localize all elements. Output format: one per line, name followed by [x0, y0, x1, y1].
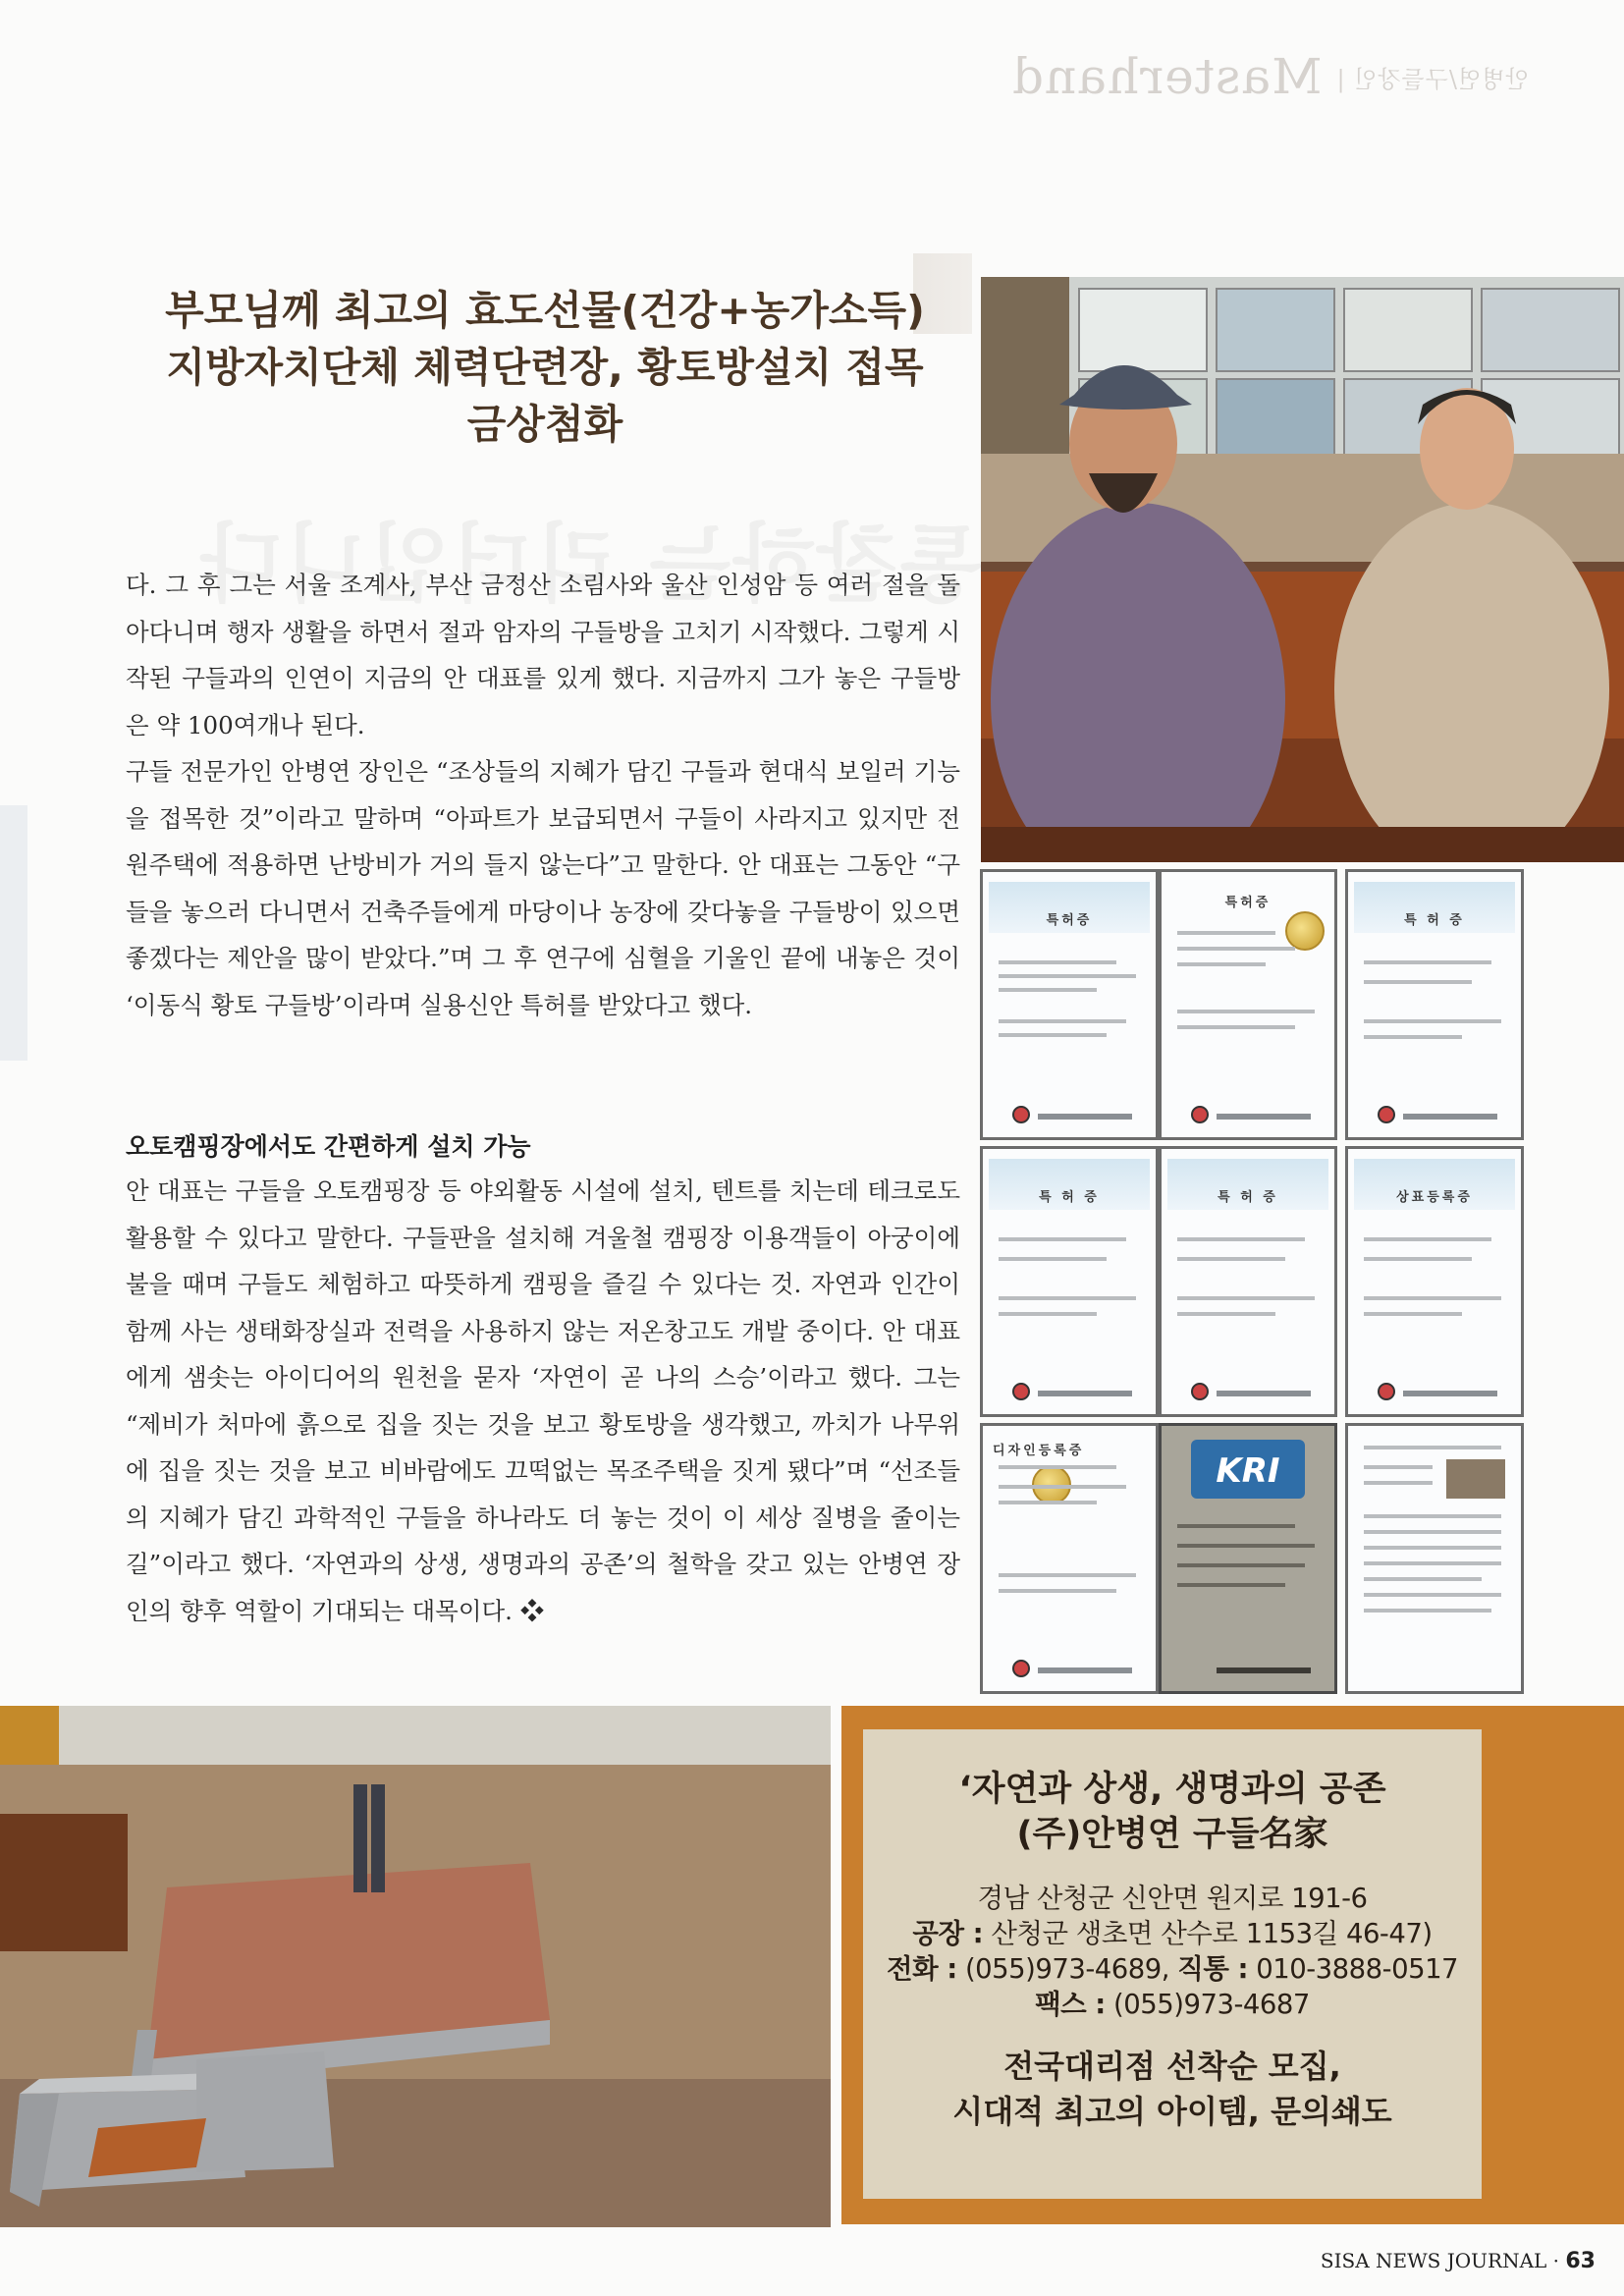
- ad-direct-number: 010-3888-0517: [1256, 1953, 1459, 1985]
- ad-direct-label: 직통 :: [1177, 1953, 1248, 1985]
- footer-magazine-name: SISA NEWS JOURNAL ·: [1320, 2249, 1560, 2272]
- portrait-photo: [981, 277, 1624, 862]
- ad-fax-number: (055)973-4687: [1113, 1989, 1310, 2020]
- construction-photo-illustration: [0, 1706, 831, 2227]
- headline: [128, 282, 962, 453]
- certificate-title: 상표등록증: [1396, 1190, 1473, 1205]
- ad-phone-number: (055)973-4689,: [964, 1953, 1170, 1985]
- certificate-title: 특 허 증: [1404, 913, 1465, 928]
- running-header: [1011, 47, 1591, 106]
- ad-fax-line: [887, 1987, 1458, 2022]
- ad-panel: [863, 1729, 1482, 2199]
- page-number: 63: [1565, 2249, 1596, 2273]
- company-ad-box: [841, 1706, 1624, 2224]
- paragraph: 구들 전문가인 안병연 장인은 “조상들의 지혜가 담긴 구들과 현대식 보일러 기능을 접목한 것”이라고 말하며 “아파트가 보급되면서 구들이 사라지고 있지만 전원주택에 적용하면 난방비가 거의 들지 않는다”고 말한다. 안 대표는 그동안 “구들을 놓으러 다니면서 건축주들에게 마당이나 농장에 갖다놓을 구들방이 있으면 좋겠다는 제안을 많이 받았다.”며 그 후 연구에 심혈을 기울인 끝에 내놓은 것이 ‘이동식 황토 구들방’이라며 실용신안 특허를 받았다고 했다.: [126, 757, 960, 1019]
- certificate-title: 특허증: [1046, 913, 1093, 928]
- ad-factory-line: [887, 1916, 1458, 1951]
- certificate-title: 특허증: [1224, 896, 1272, 910]
- ad-factory-label: 공장 :: [912, 1918, 984, 1949]
- paragraph: 다. 그 후 그는 서울 조계사, 부산 금정산 소림사와 울산 인성암 등 여러 절을 돌아다니며 행자 생활을 하면서 절과 암자의 구들방을 고치기 시작했다. 그렇게 시작된 구들과의 인연이 지금의 안 대표를 있게 했다. 지금까지 그가 놓은 구들방은 약 100여개나 된다.: [126, 571, 960, 739]
- headline-line-2: 지방자치단체 체력단련장, 황토방설치 접목: [166, 344, 924, 391]
- header-subtitle: 안병연/구들장인 |: [1335, 65, 1529, 93]
- certificate-2: [1159, 869, 1337, 1140]
- certificate-9: [1345, 1423, 1524, 1694]
- certificate-1: [980, 869, 1159, 1140]
- ad-factory-address: 산청군 생초면 산수로 1153길 46-47): [991, 1918, 1433, 1949]
- certificate-3: [1345, 869, 1524, 1140]
- ad-address: 경남 산청군 신안면 원지로 191-6: [977, 1883, 1368, 1914]
- ad-phone-line: [887, 1951, 1458, 1987]
- certificate-5: [1159, 1146, 1337, 1417]
- construction-photo: [0, 1706, 831, 2227]
- ad-phone-label: 전화 :: [887, 1953, 957, 1985]
- ad-tagline: 시대적 최고의 아이템, 문의쇄도: [952, 2093, 1392, 2130]
- certificate-8: [1159, 1423, 1337, 1694]
- headline-line-1: 부모님께 최고의 효도선물(건강+농가소득): [165, 287, 925, 334]
- certificate-title: 특 허 증: [1218, 1190, 1278, 1205]
- page-footer: [1252, 2249, 1596, 2273]
- section-subheading: 오토캠핑장에서도 간편하게 설치 가능: [126, 1132, 531, 1161]
- ad-slogan: ‘자연과 상생, 생명과의 공존: [958, 1770, 1386, 1809]
- article-body-part-1: [126, 562, 960, 1028]
- certificate-title: 특 허 증: [1039, 1190, 1100, 1205]
- headline-line-3: 금상첨화: [466, 401, 623, 448]
- bleed-through-block: [0, 805, 27, 1061]
- certificate-7: [980, 1423, 1159, 1694]
- ad-fax-label: 팩스 :: [1035, 1989, 1106, 2020]
- header-brand: Masterhand: [1011, 48, 1323, 105]
- certificate-4: [980, 1146, 1159, 1417]
- paragraph: 안 대표는 구들을 오토캠핑장 등 야외활동 시설에 설치, 텐트를 치는데 테크로도 활용할 수 있다고 말한다. 구들판을 설치해 겨울철 캠핑장 이용객들이 아궁이에 불을 때며 구들도 체험하고 따뜻하게 캠핑을 즐길 수 있다는 것. 자연과 인간이 함께 사는 생태화장실과 전력을 사용하지 않는 저온창고도 개발 중이다. 안 대표에게 샘솟는 아이디어의 원천을 묻자 ‘자연이 곧 나의 스승’이라고 했다. 그는 “제비가 처마에 흙으로 집을 짓는 것을 보고 황토방을 생각했고, 까치가 나무위에 집을 짓는 것을 보고 비바람에도 끄떡없는 목조주택을 짓게 됐다”며 “선조들의 지혜가 담긴 과학적인 구들을 하나라도 더 놓는 것이 이 세상 질병을 줄이는 길”이라고 했다. ‘자연과의 상생, 생명과의 공존’의 철학을 갖고 있는 안병연 장인의 향후 역할이 기대되는 대목이다. ❖: [126, 1176, 960, 1625]
- ad-company-name: (주)안병연 구들名家: [1016, 1815, 1328, 1854]
- certificate-title: 디자인등록증: [993, 1444, 1085, 1458]
- certificate-6: [1345, 1146, 1524, 1417]
- ad-recruit: 전국대리점 선착순 모집,: [1003, 2048, 1341, 2085]
- portrait-photo-illustration: [981, 277, 1624, 862]
- article-body-part-2: [126, 1168, 960, 1634]
- kri-logo: KRI: [1216, 1451, 1280, 1491]
